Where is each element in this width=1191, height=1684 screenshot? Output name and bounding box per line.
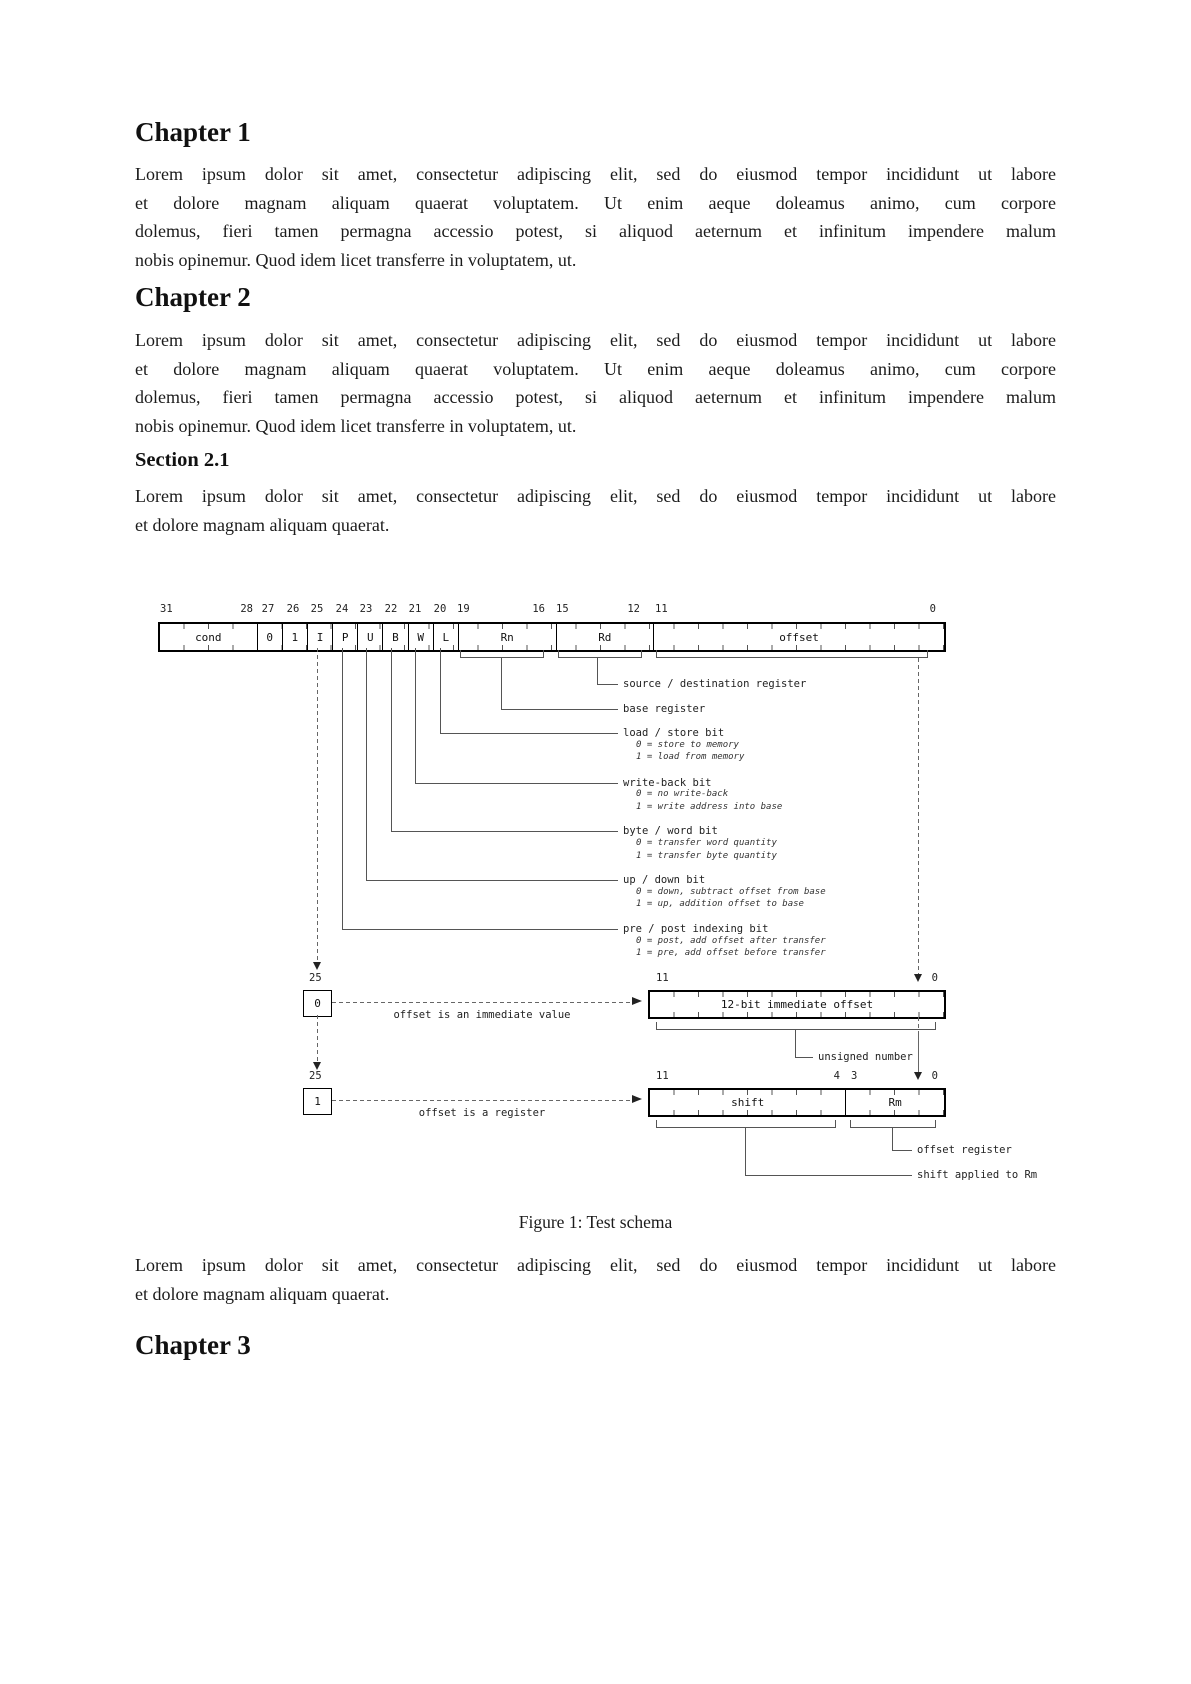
annotation-sub: 1 = pre, add offset before transfer [636, 948, 826, 958]
annotation-pre-post: pre / post indexing bit [623, 923, 769, 935]
field-rm: Rm [845, 1090, 944, 1115]
field-shift: shift [731, 1096, 765, 1109]
paragraph-line: et dolore magnam aliquam quaerat. [135, 1283, 390, 1304]
field-w: W [408, 624, 433, 650]
annotation-source-destination: source / destination register [623, 678, 807, 690]
annotation-sub: 1 = up, addition offset to base [636, 899, 804, 909]
bit-number-label: 0 [931, 972, 938, 984]
field-rd: Rd [556, 624, 654, 650]
connector-line [391, 831, 618, 832]
bit-number-label: 28 [240, 603, 253, 615]
field-b: B [382, 624, 407, 650]
rn-line [501, 657, 502, 709]
paragraph-line: Lorem ipsum dolor sit amet, consectetur adipiscing elit, sed do eiusmod tempor incididunt ut labore [135, 486, 1056, 506]
offset-register-label: offset register [917, 1144, 1012, 1156]
bit-number-label: 22 [384, 603, 398, 615]
immediate-arrow-label: offset is an immediate value [393, 1009, 571, 1021]
field-offset: offset [653, 624, 944, 650]
bit-number-label: 20 [433, 603, 447, 615]
field-rn: Rn [458, 624, 556, 650]
p-bit-line [342, 648, 343, 929]
bit-number-label: 25 [309, 972, 322, 984]
bit-number-label: 24 [335, 603, 349, 615]
offset-brace [656, 650, 928, 658]
bit-number-label: 19 [457, 603, 470, 615]
field-u: U [357, 624, 382, 650]
rm-drop-line [892, 1127, 893, 1150]
chapter-1-paragraph [135, 160, 1056, 274]
field-l: L [433, 624, 458, 650]
connector-line [597, 684, 618, 685]
i-flag-box [303, 1088, 332, 1115]
i-bit-dashed-line [317, 1015, 318, 1062]
bit-number-label: 23 [359, 603, 373, 615]
arrow-down-icon [313, 962, 321, 970]
rn-brace [460, 650, 544, 658]
bit-number-label: 11 [656, 972, 669, 984]
connector-line [501, 709, 618, 710]
annotation-up-down: up / down bit [623, 874, 706, 886]
field-cond: cond [195, 630, 222, 644]
shift-applied-label: shift applied to Rm [917, 1169, 1038, 1181]
bit-number-label: 3 [851, 1070, 858, 1082]
bit-number-label: 31 [160, 603, 173, 615]
u-bit-line [366, 648, 367, 880]
w-bit-line [415, 648, 416, 783]
rm-brace [850, 1120, 936, 1128]
immediate-offset-box [648, 990, 946, 1019]
shift-drop-line [745, 1127, 746, 1175]
bit-number-label: 27 [261, 603, 275, 615]
paragraph-line: dolemus, fieri tamen permagna accessio potest, si aliquod aeternum et infinitum impendere malum [135, 221, 1056, 241]
bit-number-label: 16 [532, 603, 545, 615]
arrow-right-icon [632, 1095, 642, 1103]
i-flag-value: 0 [314, 997, 321, 1010]
l-bit-line [440, 648, 441, 733]
paragraph-line: Lorem ipsum dolor sit amet, consectetur adipiscing elit, sed do eiusmod tempor incididunt ut labore [135, 164, 1056, 184]
after-figure-paragraph [135, 1251, 1056, 1308]
i-flag-box [303, 990, 332, 1017]
bit-number-label: 26 [286, 603, 300, 615]
arrow-down-icon [914, 1072, 922, 1080]
paragraph-line: nobis opinemur. Quod idem licet transferre in voluptatem, ut. [135, 249, 577, 270]
bit-number-label: 11 [656, 1070, 669, 1082]
annotation-base-register: base register [623, 703, 706, 715]
connector-line [745, 1175, 912, 1176]
instruction-register-box [158, 622, 946, 652]
chapter-3-heading: Chapter 3 [135, 1330, 251, 1360]
unsigned-number-line [795, 1029, 796, 1057]
annotation-sub: 1 = write address into base [636, 802, 783, 812]
paragraph-line: dolemus, fieri tamen permagna accessio potest, si aliquod aeternum et infinitum impendere malum [135, 387, 1056, 407]
connector-line [892, 1150, 912, 1151]
bit-number-label: 0 [931, 1070, 938, 1082]
paragraph-line: Lorem ipsum dolor sit amet, consectetur adipiscing elit, sed do eiusmod tempor incididunt ut labore [135, 1255, 1056, 1275]
shift-register-box [648, 1088, 946, 1117]
connector-line [440, 733, 618, 734]
paragraph-line: nobis opinemur. Quod idem licet transferre in voluptatem, ut. [135, 415, 577, 436]
register-arrow-label: offset is a register [418, 1107, 546, 1119]
annotation-sub: 0 = store to memory [636, 740, 739, 750]
chapter-2-paragraph [135, 326, 1056, 440]
field-p: P [332, 624, 357, 650]
rd-line [597, 657, 598, 684]
connector-line [415, 783, 618, 784]
bit0-dashed-line [918, 1034, 919, 1072]
annotation-sub: 0 = transfer word quantity [636, 838, 777, 848]
paragraph-line: et dolore magnam aliquam quaerat voluptatem. Ut enim aeque doleamus animo, cum corpore [135, 358, 1056, 379]
immediate-brace [656, 1022, 936, 1030]
bit-number-label: 25 [310, 603, 324, 615]
field-i: I [307, 624, 332, 650]
arrow-right-icon [632, 997, 642, 1005]
connector-line [342, 929, 618, 930]
rd-brace [558, 650, 642, 658]
chapter-1-heading: Chapter 1 [135, 117, 251, 147]
arrow-down-icon [914, 974, 922, 982]
unsigned-number-label: unsigned number [818, 1051, 913, 1063]
annotation-sub: 0 = post, add offset after transfer [636, 936, 826, 946]
field-1: 1 [282, 624, 307, 650]
paragraph-line: Lorem ipsum dolor sit amet, consectetur adipiscing elit, sed do eiusmod tempor incididunt ut labore [135, 330, 1056, 350]
annotation-load-store: load / store bit [623, 727, 725, 739]
shift-brace [656, 1120, 836, 1128]
bit-number-label: 15 [556, 603, 569, 615]
bit-number-label: 12 [627, 603, 640, 615]
annotation-sub: 0 = down, subtract offset from base [636, 887, 826, 897]
section-2-1-heading: Section 2.1 [135, 449, 230, 471]
i-bit-dashed-line [317, 648, 318, 962]
bit-number-label: 4 [833, 1070, 840, 1082]
paragraph-line: et dolore magnam aliquam quaerat voluptatem. Ut enim aeque doleamus animo, cum corpore [135, 192, 1056, 213]
paragraph-line: et dolore magnam aliquam quaerat. [135, 514, 390, 535]
offset-dashed-line [918, 658, 919, 974]
dashed-arrow-line [332, 1002, 632, 1003]
annotation-sub: 0 = no write-back [636, 789, 729, 799]
section-2-1-paragraph [135, 482, 1056, 539]
annotation-byte-word: byte / word bit [623, 825, 718, 837]
arrow-down-icon [313, 1062, 321, 1070]
connector-line [795, 1057, 813, 1058]
bit-number-label: 21 [408, 603, 422, 615]
bit-number-label: 25 [309, 1070, 322, 1082]
field-0: 0 [257, 624, 282, 650]
annotation-write-back: write-back bit [623, 777, 712, 789]
chapter-2-heading: Chapter 2 [135, 282, 251, 312]
annotation-sub: 1 = load from memory [636, 752, 745, 762]
dashed-arrow-line [332, 1100, 632, 1101]
b-bit-line [391, 648, 392, 831]
annotation-sub: 1 = transfer byte quantity [636, 851, 777, 861]
figure-caption: Figure 1: Test schema [518, 1212, 673, 1232]
bit-number-label: 0 [929, 603, 936, 615]
i-flag-value: 1 [314, 1095, 321, 1108]
field-immediate-offset: 12-bit immediate offset [720, 998, 874, 1011]
bit-number-label: 11 [655, 603, 668, 615]
connector-line [366, 880, 618, 881]
